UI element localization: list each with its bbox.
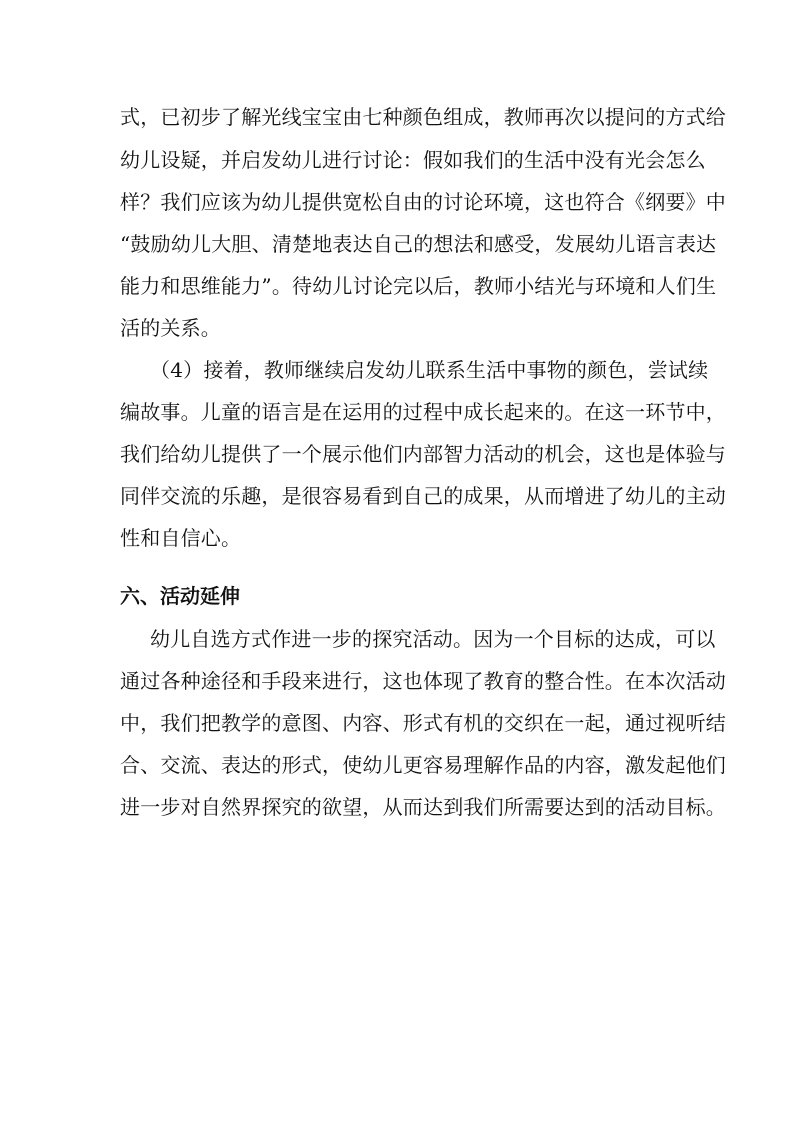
paragraph-line: 中，我们把教学的意图、内容、形式有机的交织在一起，通过视听结 (120, 711, 726, 735)
paragraph-line: 通过各种途径和手段来进行，这也体现了教育的整合性。在本次活动 (120, 669, 726, 693)
paragraph-line: 活的关系。 (120, 316, 221, 340)
paragraph-line: 式，已初步了解光线宝宝由七种颜色组成，教师再次以提问的方式给 (120, 105, 726, 129)
paragraph-line: 进一步对自然界探究的欲望，从而达到我们所需要达到的活动目标。 (120, 795, 726, 819)
paragraph-line: “鼓励幼儿大胆、清楚地表达自己的想法和感受，发展幼儿语言表达 (120, 232, 717, 256)
paragraph-line: 我们给幼儿提供了一个展示他们内部智力活动的机会，这也是体验与 (120, 442, 726, 466)
paragraph-line: 幼儿自选方式作进一步的探究活动。因为一个目标的达成，可以 (150, 627, 716, 651)
paragraph-line: 样？我们应该为幼儿提供宽松自由的讨论环境，这也符合《纲要》中 (120, 190, 726, 214)
paragraph-line: 能力和思维能力”。待幼儿讨论完以后，教师小结光与环境和人们生 (120, 274, 717, 298)
paragraph-line: （4）接着，教师继续启发幼儿联系生活中事物的颜色，尝试续 (150, 358, 709, 382)
paragraph-line: 幼儿设疑，并启发幼儿进行讨论：假如我们的生活中没有光会怎么 (120, 148, 706, 172)
paragraph-line: 性和自信心。 (120, 526, 242, 550)
paragraph-line: 同伴交流的乐趣，是很容易看到自己的成果，从而增进了幼儿的主动 (120, 484, 726, 508)
paragraph-line: 合、交流、表达的形式，使幼儿更容易理解作品的内容，激发起他们 (120, 753, 726, 777)
section-heading: 六、活动延伸 (120, 584, 240, 608)
paragraph-line: 编故事。儿童的语言是在运用的过程中成长起来的。在这一环节中， (120, 400, 726, 424)
